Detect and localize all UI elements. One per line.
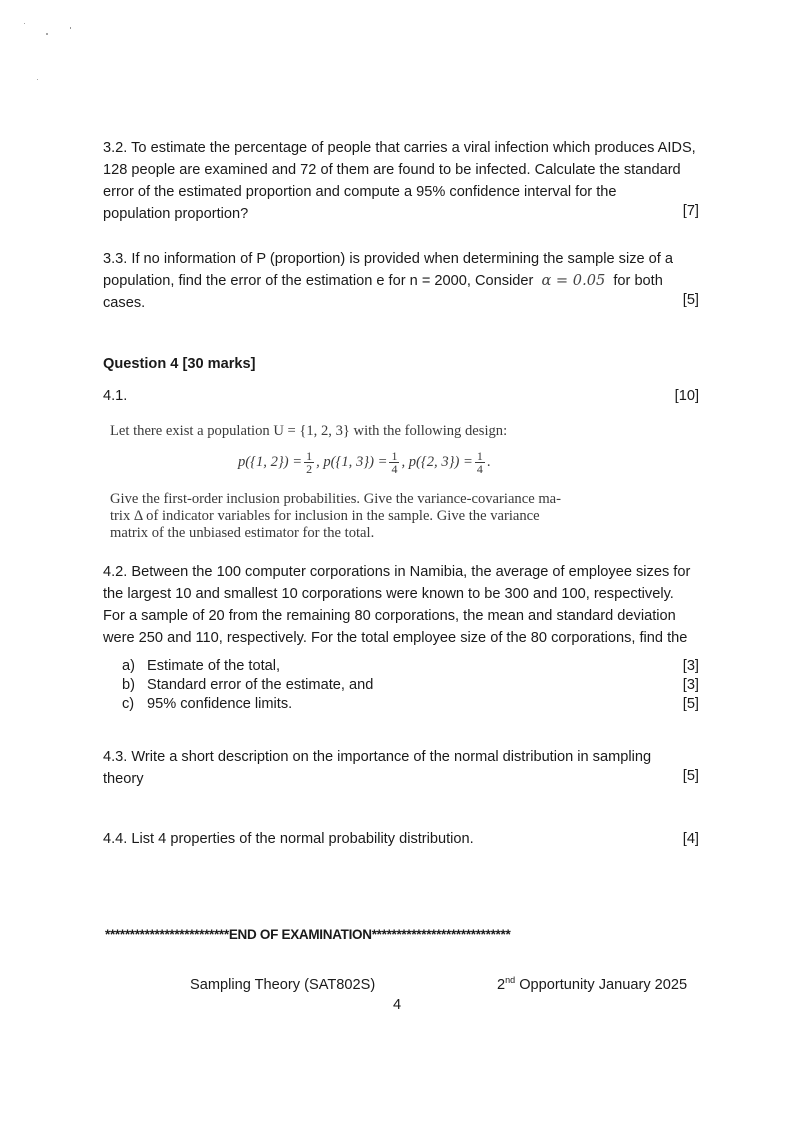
footer-course: Sampling Theory (SAT802S) [190,977,376,993]
subpart-c: c) 95% confidence limits. [5] [122,696,699,712]
question-3-2-line: error of the estimated proportion and compute a 95% confidence interval for the [103,184,617,200]
question-4-heading: Question 4 [30 marks] [103,356,256,372]
formula-p13: , p({1, 3}) = [316,454,388,470]
fraction-half: $\frac{1}{2}$ [306,449,313,476]
formula-p12: p({1, 2}) = [238,454,303,470]
scan-speck [70,27,71,29]
question-3-3-line: population, find the error of the estimation e for n = 2000, Consider α = 0.05 for both [103,272,663,289]
scan-speck [46,33,48,35]
question-4-3-line: 4.3. Write a short description on the importance of the normal distribution in sampling [103,749,652,765]
question-3-2 [103,137,699,225]
question-4-4: 4.4. List 4 properties of the normal probability distribution. [103,831,474,847]
question-4-1-line: matrix of the unbiased estimator for the total. [110,525,375,541]
question-4-3-line: theory [103,771,144,787]
page-number: 4 [392,997,402,1013]
subpart-marks: [5] [682,696,699,712]
subpart-marks: [3] [682,677,699,693]
question-4-3 [103,746,699,790]
subpart-marks: [3] [682,658,699,674]
question-4-3-marks: [5] [682,768,699,784]
question-3-2-line: 3.2. To estimate the percentage of people that carries a viral infection which produces AIDS, [103,140,696,156]
question-4-4-marks: [4] [682,831,699,847]
question-4-2-line: 4.2. Between the 100 computer corporations in Namibia, the average of employee sizes for [103,564,691,580]
subpart-b: b) Standard error of the estimate, and [3] [122,677,699,693]
question-4-1-marks: [10] [674,388,699,404]
question-4-2-subparts [122,657,699,714]
stars-left: ************************* [105,927,229,942]
question-3-2-line: 128 people are examined and 72 of them are found to be infected. Calculate the standard [103,162,681,178]
fraction-quarter: $\frac{1}{4}$ [476,449,483,476]
question-3-2-line: population proportion? [103,206,249,222]
scan-speck [24,23,25,24]
question-4-1-body [110,491,692,542]
end-of-examination-banner [105,927,510,942]
design-formula: p({1, 2}) = $\frac{1}{2}$ , p({1, 3}) = $\frac{1}{4}$ , p({2, 3}) = $\frac{1}{4}$ . [238,449,491,476]
question-3-3-marks: [5] [682,292,699,308]
question-3-3-line: cases. [103,295,146,311]
subpart-a: a) Estimate of the total, [3] [122,658,699,674]
formula-p23: , p({2, 3}) = [401,454,473,470]
question-4-2-line: For a sample of 20 from the remaining 80 corporations, the mean and standard deviation [103,608,676,624]
question-4-2 [103,561,699,649]
question-4-1-line: trix Δ of indicator variables for inclusion in the sample. Give the variance [110,508,540,524]
fraction-quarter: $\frac{1}{4}$ [391,449,398,476]
question-4-1-line: Give the first-order inclusion probabilities. Give the variance-covariance ma- [110,491,562,507]
stars-right: **************************** [371,927,511,942]
question-3-3 [103,248,699,314]
alpha-value: α = 0.05 [541,272,606,289]
footer-opportunity: 2nd Opportunity January 2025 [497,975,688,993]
question-4-1-intro: Let there exist a population U = {1, 2, 3} with the following design: [110,423,508,439]
question-4-2-line: the largest 10 and smallest 10 corporations were known to be 300 and 100, respectively. [103,586,674,602]
question-4-1-label: 4.1. [103,388,128,404]
scan-speck [37,79,38,80]
question-4-2-line: were 250 and 110, respectively. For the total employee size of the 80 corporations, find the [103,630,688,646]
question-3-3-line: 3.3. If no information of P (proportion) is provided when determining the sample size of a [103,251,674,267]
question-3-2-marks: [7] [682,203,699,219]
end-text: END OF EXAMINATION [228,927,372,942]
